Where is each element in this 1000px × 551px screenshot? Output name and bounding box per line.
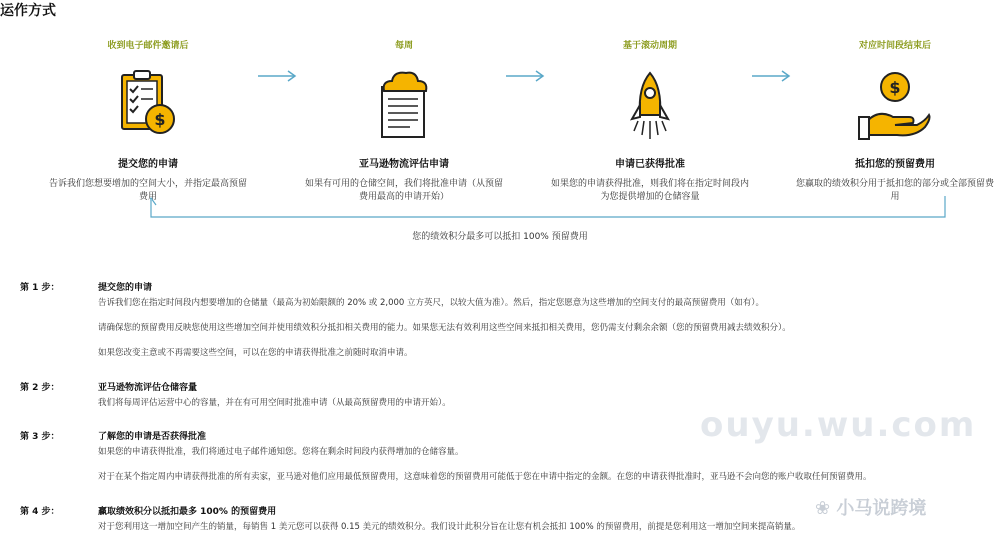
step-1-paragraph: 告诉我们您在指定时间段内想要增加的仓储量（最高为初始限额的 20% 或 2,000 立方英尺，以较大值为准）。然后，指定您愿意为这些增加的空间支付的最高预留费用（如有）。	[98, 298, 765, 308]
step-2-title: 亚马逊物流评估仓储容量	[98, 383, 198, 393]
watermark-site: ouyu.wu.com	[700, 405, 977, 445]
flow-step-1-label: 收到电子邮件邀请后	[107, 41, 189, 51]
cloud-document-icon	[364, 69, 444, 141]
step-4-label: 第 4 步：	[20, 507, 60, 517]
arrow-right-icon	[506, 70, 546, 82]
loop-back-arrow-icon	[150, 196, 946, 218]
step-3-label: 第 3 步：	[20, 432, 60, 442]
flow-step-3-label: 基于滚动周期	[622, 41, 677, 51]
flow-step-1-desc: 告诉我们您想要增加的空间大小，并指定最高预留费用	[48, 179, 247, 202]
step-2-paragraph: 我们将每周评估运营中心的容量，并在有可用空间时批准申请（从最高预留费用的申请开始）。	[98, 398, 451, 408]
flow-step-4-desc: 您赢取的绩效积分用于抵扣您的部分或全部预留费用	[795, 179, 994, 202]
step-4-title: 赢取绩效积分以抵扣最多 100% 的预留费用	[98, 507, 277, 517]
flow-step-4-label: 对应时间段结束后	[858, 41, 931, 51]
step-3-paragraph: 如果您的申请获得批准，我们将通过电子邮件通知您。您将在剩余时间段内获得增加的仓储容量。	[98, 447, 464, 457]
svg-text:$: $	[154, 110, 166, 129]
page-heading: 运作方式	[0, 3, 56, 19]
arrow-right-icon	[752, 70, 792, 82]
step-1-paragraph: 请确保您的预留费用反映您使用这些增加空间并使用绩效积分抵扣相关费用的能力。如果您无法有效利用这些空间来抵扣相关费用，您仍需支付剩余余额（您的预留费用减去绩效积分）。	[98, 323, 791, 333]
step-4-paragraph: 对于您利用这一增加空间产生的销量，每销售 1 美元您可以获得 0.15 美元的绩效积分。我们设计此积分旨在让您有机会抵扣 100% 的预留费用，前提是您利用这一增加空间来提高销量。	[98, 522, 801, 532]
hand-coin-icon	[855, 69, 935, 141]
paw-icon: ❀	[815, 498, 831, 519]
flow-step-4-title: 抵扣您的预留费用	[855, 159, 935, 170]
step-3-title: 了解您的申请是否获得批准	[98, 432, 207, 442]
clipboard-dollar-icon	[108, 69, 188, 141]
step-3-paragraph: 对于在某个指定周内申请获得批准的所有卖家，亚马逊对他们应用最低预留费用，这意味着您的预留费用可能低于您在申请中指定的金额。在您的申请获得批准时，亚马逊不会向您的账户收取任何预留费用。	[98, 472, 872, 482]
step-1-paragraph: 如果您改变主意或不再需要这些空间，可以在您的申请获得批准之前随时取消申请。	[98, 348, 413, 358]
flow-step-2-desc: 如果有可用的仓储空间，我们将批准申请（从预留费用最高的申请开始）	[304, 179, 503, 202]
flow-step-4	[780, 38, 1000, 204]
step-2-label: 第 2 步：	[20, 383, 60, 393]
arrow-right-icon	[258, 70, 298, 82]
flow-step-3-desc: 如果您的申请获得批准，则我们将在指定时间段内为您提供增加的仓储容量	[550, 179, 749, 202]
svg-text:$: $	[889, 78, 901, 97]
flow-step-1	[33, 38, 263, 204]
step-1-title: 提交您的申请	[98, 283, 153, 293]
flow-step-3	[535, 38, 765, 204]
flow-step-2-title: 亚马逊物流评估申请	[359, 159, 449, 170]
flow-step-3-title: 申请已获得批准	[615, 159, 685, 170]
flow-step-2-label: 每周	[394, 41, 413, 51]
rocket-icon	[610, 69, 690, 141]
loop-text: 您的绩效积分最多可以抵扣 100% 预留费用	[412, 232, 588, 242]
flow-step-2	[289, 38, 519, 204]
watermark-logo	[815, 494, 926, 520]
step-1-label: 第 1 步：	[20, 283, 60, 293]
watermark-brand: 小马说跨境	[836, 498, 927, 519]
flow-step-1-title: 提交您的申请	[118, 159, 178, 170]
